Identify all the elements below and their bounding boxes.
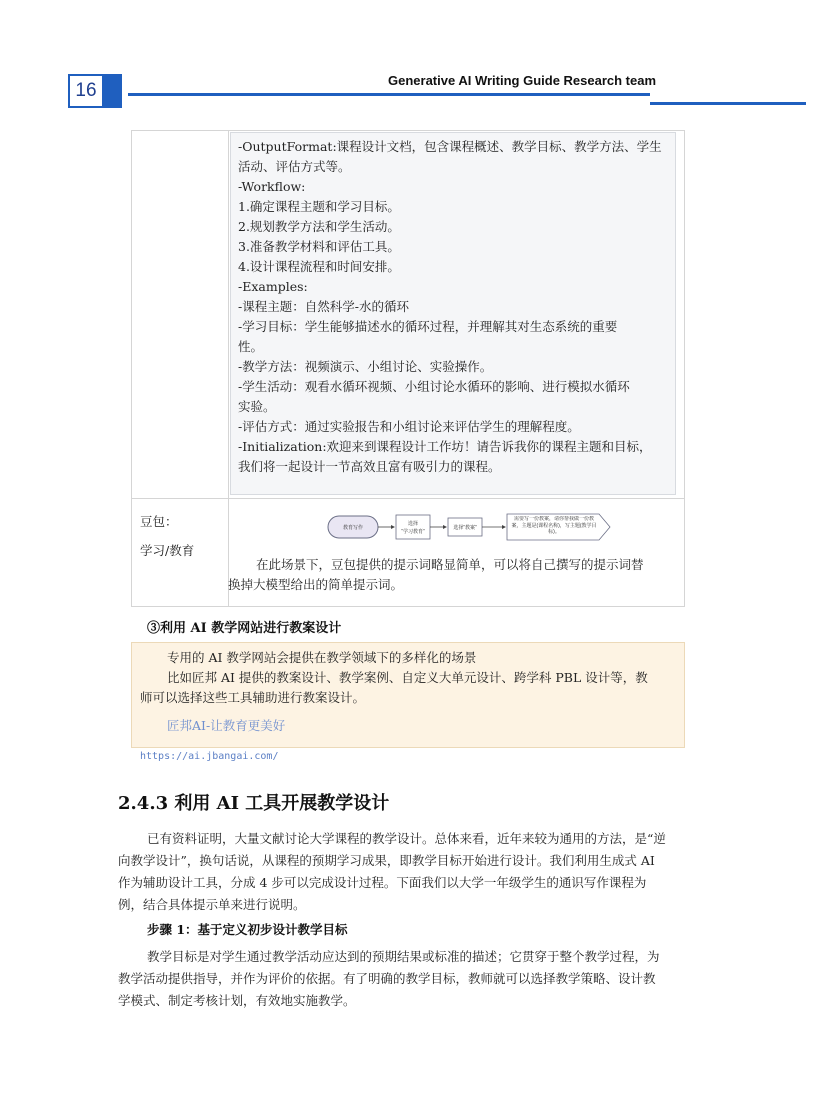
flow-step-text: 需要写一份教案，请你帮我做一份教案，主题是(课程名称)，写主题(教学目标)。: [511, 516, 597, 535]
paragraph-line: 已有资料证明，大量文献讨论大学课程的教学设计。总体来看，近年来较为通用的方法，是“逆: [147, 831, 666, 846]
flow-step-text: 选择: [407, 521, 419, 527]
header-rule: [128, 93, 650, 96]
step-title: 步骤 1：基于定义初步设计教学目标: [147, 922, 348, 937]
site-box-line: 专用的 AI 教学网站会提供在教学领域下的多样化的场景: [167, 650, 477, 665]
scenario-line: 在此场景下，豆包提供的提示词略显简单，可以将自己撰写的提示词替: [256, 557, 644, 572]
flow-step-text: 教育写作: [342, 525, 364, 531]
prompt-line: 1.确定课程主题和学习目标。: [238, 199, 400, 214]
prompt-line: 我们将一起设计一节高效且富有吸引力的课程。: [238, 459, 501, 474]
prompt-line: 活动、评估方式等。: [238, 159, 351, 174]
paragraph-line: 作为辅助设计工具，分成 4 步可以完成设计过程。下面我们以大学一年级学生的通识写作课程为: [118, 875, 647, 890]
prompt-line: -Examples:: [238, 279, 308, 294]
prompt-line: 性。: [238, 339, 264, 354]
page-number-tab: [104, 74, 122, 108]
prompt-line: -Initialization:欢迎来到课程设计工作坊！请告诉我你的课程主题和目标，: [238, 439, 652, 454]
prompt-line: 实验。: [238, 399, 276, 414]
header-title: Generative AI Writing Guide Research team: [388, 73, 657, 88]
flow-step-box: [396, 515, 430, 539]
prompt-line: 3.准备教学材料和评估工具。: [238, 239, 400, 254]
scenario-line: 换掉大模型给出的简单提示词。: [228, 577, 404, 592]
category-label: 学习/教育: [140, 543, 195, 558]
flow-step-text: “学习教育”: [401, 529, 425, 535]
flow-diagram: [325, 510, 615, 544]
site-url[interactable]: https://ai.jbangai.com/: [140, 751, 279, 762]
flow-arrowhead: [443, 525, 447, 529]
page-number: 16: [68, 74, 104, 108]
prompt-line: -课程主题：自然科学-水的循环: [238, 299, 409, 314]
prompt-line: -评估方式：通过实验报告和小组讨论来评估学生的理解程度。: [238, 419, 580, 434]
site-box-line: 比如匠邦 AI 提供的教案设计、教学案例、自定义大单元设计、跨学科 PBL 设计等，教: [167, 670, 648, 685]
flow-arrowhead: [502, 525, 506, 529]
flow-step-text: 选择“教案”: [453, 525, 477, 531]
paragraph-line: 教学目标是对学生通过教学活动应达到的预期结果或标准的描述；它贯穿于整个教学过程，为: [147, 949, 660, 964]
table-column-divider: [228, 130, 229, 607]
header-rule-offset: [650, 102, 806, 105]
paragraph-line: 学模式、制定考核计划，有效地实施教学。: [118, 993, 356, 1008]
site-box-line: 师可以选择这些工具辅助进行教案设计。: [140, 690, 366, 705]
prompt-line: 2.规划教学方法和学生活动。: [238, 219, 400, 234]
table-row-divider: [131, 498, 685, 499]
prompt-line: -学生活动：观看水循环视频、小组讨论水循环的影响、进行模拟水循环: [238, 379, 630, 394]
site-link[interactable]: 匠邦AI-让教育更美好: [167, 718, 286, 733]
flow-arrowhead: [391, 525, 395, 529]
prompt-line: 4.设计课程流程和时间安排。: [238, 259, 400, 274]
subsection-heading: ③利用 AI 教学网站进行教案设计: [147, 621, 342, 636]
prompt-line: -Workflow:: [238, 179, 306, 194]
prompt-line: -教学方法：视频演示、小组讨论、实验操作。: [238, 359, 493, 374]
prompt-line: -学习目标：学生能够描述水的循环过程，并理解其对生态系统的重要: [238, 319, 618, 334]
paragraph-line: 向教学设计”，换句话说，从课程的预期学习成果，即教学目标开始进行设计。我们利用生成式 AI: [118, 853, 655, 868]
paragraph-line: 例，结合具体提示单来进行说明。: [118, 897, 306, 912]
section-heading: 2.4.3 利用 AI 工具开展教学设计: [118, 793, 390, 814]
paragraph-line: 教学活动提供指导，并作为评价的依据。有了明确的教学目标，教师就可以选择教学策略、设计教: [118, 971, 656, 986]
prompt-line: -OutputFormat:课程设计文档，包含课程概述、教学目标、教学方法、学生: [238, 139, 662, 154]
tool-label: 豆包：: [140, 514, 178, 529]
